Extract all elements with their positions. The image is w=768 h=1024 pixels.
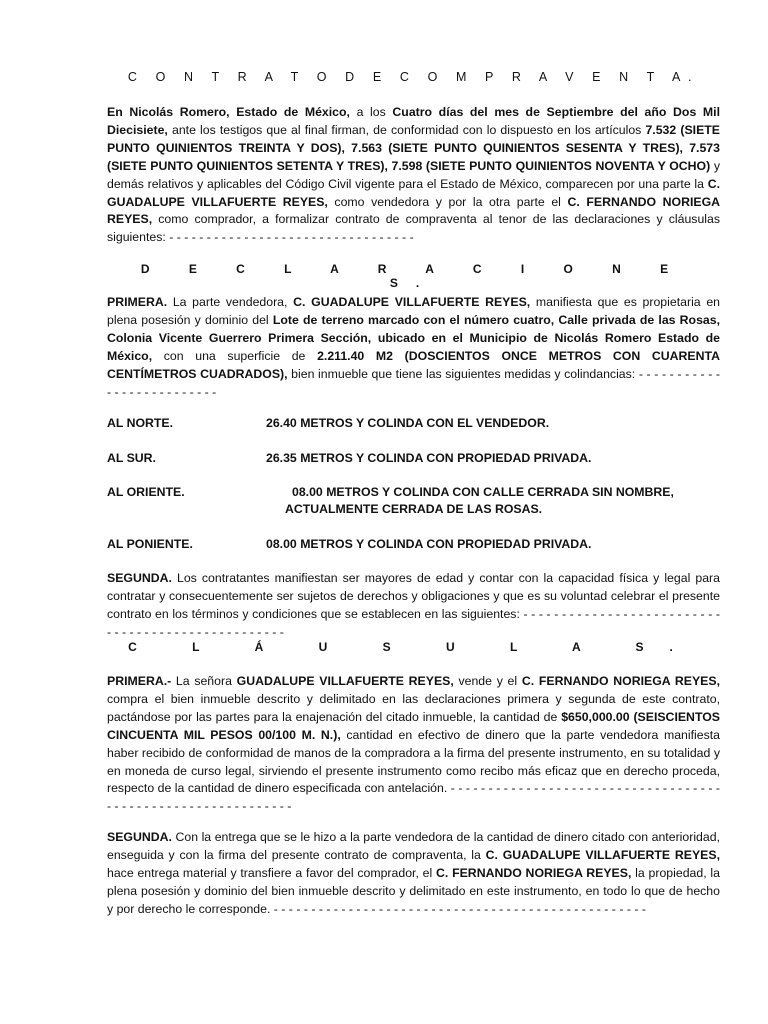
- oriente-value: 08.00 METROS Y COLINDA CON CALLE CERRADA SIN NOMBRE,: [292, 485, 674, 499]
- primera-decl-seller: C. GUADALUPE VILLAFUERTE REYES,: [293, 295, 531, 309]
- segunda-decl-label: SEGUNDA.: [107, 571, 172, 585]
- segunda-cl-text-2: hace entrega material y transfiere a favor del comprador, el: [107, 865, 437, 880]
- primera-cl-label: PRIMERA.-: [107, 674, 172, 688]
- primera-decl-area: 2.211.40 M2 (DOSCIENTOS ONCE METROS CON CUARENTA CENTÍMETROS CUADRADOS),: [107, 348, 720, 381]
- primera-cl-price: $650,000.00 (SEISCIENTOS CINCUENTA MIL PESOS 00/100 M. N.),: [107, 709, 720, 742]
- primera-decl-text-1: La parte vendedora,: [167, 295, 294, 309]
- primera-decl-text-3: con una superficie de: [152, 348, 318, 363]
- intro-articles: 7.532 (SIETE PUNTO QUINIENTOS TREINTA Y DOS), 7.563 (SIETE PUNTO QUINIENTOS SESENTA Y TRES), 7.573 (SIETE PUNTO QUINIENTOS SETENTA Y TRES), 7.598 (SIETE PUNTO QUINIENTOS NOVENTA Y OCHO): [107, 122, 720, 173]
- primera-decl-label: PRIMERA.: [107, 295, 168, 309]
- segunda-clausula: [107, 829, 720, 919]
- primera-declaracion: [107, 294, 720, 401]
- primera-cl-buyer: C. FERNANDO NORIEGA REYES,: [521, 674, 720, 688]
- primera-cl-seller: GUADALUPE VILLAFUERTE REYES,: [236, 674, 454, 688]
- poniente-label: AL PONIENTE.: [107, 537, 193, 551]
- intro-paragraph: [107, 104, 720, 247]
- segunda-decl-text: Los contratantes manifiestan ser mayores de edad y contar con la capacidad física y legal para contratar y consecuentemente ser sujetos de derechos y obligaciones y que es su voluntad celebrar el presente contrato en los términos y condiciones que se establecen en las siguientes: - - - - - - - - - - - - - - - - - - - - - - - - - - - - - - - - - - - - - - - - - - - - - - - - - -: [107, 571, 720, 639]
- declaraciones-heading: [107, 262, 720, 290]
- primera-decl-text-2: manifiesta que es propietaria en plena posesión y dominio del: [107, 295, 721, 327]
- segunda-cl-label: SEGUNDA.: [107, 830, 172, 844]
- primera-clausula: [107, 673, 720, 816]
- segunda-cl-seller: C. GUADALUPE VILLAFUERTE REYES,: [485, 847, 720, 862]
- oriente-label: AL ORIENTE.: [107, 485, 185, 499]
- norte-label: AL NORTE.: [107, 416, 174, 430]
- intro-text-5: como comprador, a formalizar contrato de compraventa al tenor de las declaraciones y cláusulas siguientes: - - - - - - - - - - - - - - - - - - - - - - - - - - - - - - - - -: [107, 212, 720, 245]
- segunda-cl-buyer: C. FERNANDO NORIEGA REYES,: [436, 865, 632, 880]
- primera-decl-lot: Lote de terreno marcado con el número cuatro, Calle privada de las Rosas, Colonia Vicente Guerrero Primera Sección, ubicado en el Municipio de Nicolás Romero Estado de México,: [107, 312, 721, 363]
- primera-cl-text-1: La señora: [171, 674, 237, 688]
- primera-cl-text-2: vende y el: [453, 674, 522, 688]
- intro-text-2: ante los testigos que al final firman, de conformidad con lo dispuesto en los artículos: [167, 122, 646, 137]
- sur-value: 26.35 METROS Y COLINDA CON PROPIEDAD PRIVADA.: [266, 451, 592, 465]
- document-title: C O N T R A T O D E C O M P R A V E N T A.: [127, 70, 700, 84]
- primera-cl-text-3: compra el bien inmueble descrito y delimitado en las declaraciones primera y segunda de este contrato, pactándose por las partes para la enajenación del citado inmueble, la cantidad de: [107, 691, 720, 724]
- intro-text-3: y demás relativos y aplicables del Código Civil vigente para el Estado de México, comparecen por una parte la: [107, 158, 720, 191]
- intro-text-1: a los: [349, 105, 393, 119]
- intro-text-4: como vendedora y por la otra parte el: [327, 194, 568, 209]
- segunda-cl-text-3: la propiedad, la plena posesión y dominio del bien inmueble descrito y delimitado en este instrumento, en todo lo que de hecho y por derecho le corresponde. - - - - - - - - - - - - - - - - - - - - - - - - - - - - - - - - - - - - - - - - - - - - - - - - - -: [107, 865, 720, 916]
- declaraciones-heading-text: D E C L A R A C I O N E S.: [140, 262, 687, 290]
- norte-value: 26.40 METROS Y COLINDA CON EL VENDEDOR.: [266, 416, 550, 430]
- sur-label: AL SUR.: [107, 451, 156, 465]
- intro-place: En Nicolás Romero, Estado de México,: [107, 105, 350, 119]
- oriente-value-2: ACTUALMENTE CERRADA DE LAS ROSAS.: [285, 502, 543, 516]
- clausulas-heading-text: C L Á U S U L A S.: [128, 640, 699, 654]
- poniente-value: 08.00 METROS Y COLINDA CON PROPIEDAD PRIVADA.: [266, 537, 592, 551]
- clausulas-heading: [107, 640, 720, 654]
- segunda-cl-text-1: Con la entrega que se le hizo a la parte vendedora de la cantidad de dinero citado con anterioridad, enseguida y con la firma del presente contrato de compraventa, la: [107, 830, 720, 862]
- intro-buyer: C. FERNANDO NORIEGA REYES,: [107, 194, 721, 227]
- primera-cl-text-4: cantidad en efectivo de dinero que la parte vendedora manifiesta haber recibido de conformidad de manos de la compradora a la firma del presente instrumento, en su totalidad y en moneda de curso legal, sirviendo el presente instrumento como recibo más eficaz que en derecho proceda, respecto de la cantidad de dinero especificada con antelación. - - - - - - - - - - - - - - - - - - - - - - - - - - - - - - - - - - - - - - - - - - - - - - - - - - - - - - - - - - - - -: [107, 727, 720, 814]
- segunda-declaracion: [107, 570, 720, 642]
- intro-seller: C. GUADALUPE VILLAFUERTE REYES,: [107, 176, 720, 209]
- intro-date: Cuatro días del mes de Septiembre del año Dos Mil Diecisiete,: [107, 105, 720, 137]
- primera-decl-text-4: bien inmueble que tiene las siguientes medidas y colindancias: - - - - - - - - - - - - - - - - - - - - - - - - - -: [107, 366, 720, 399]
